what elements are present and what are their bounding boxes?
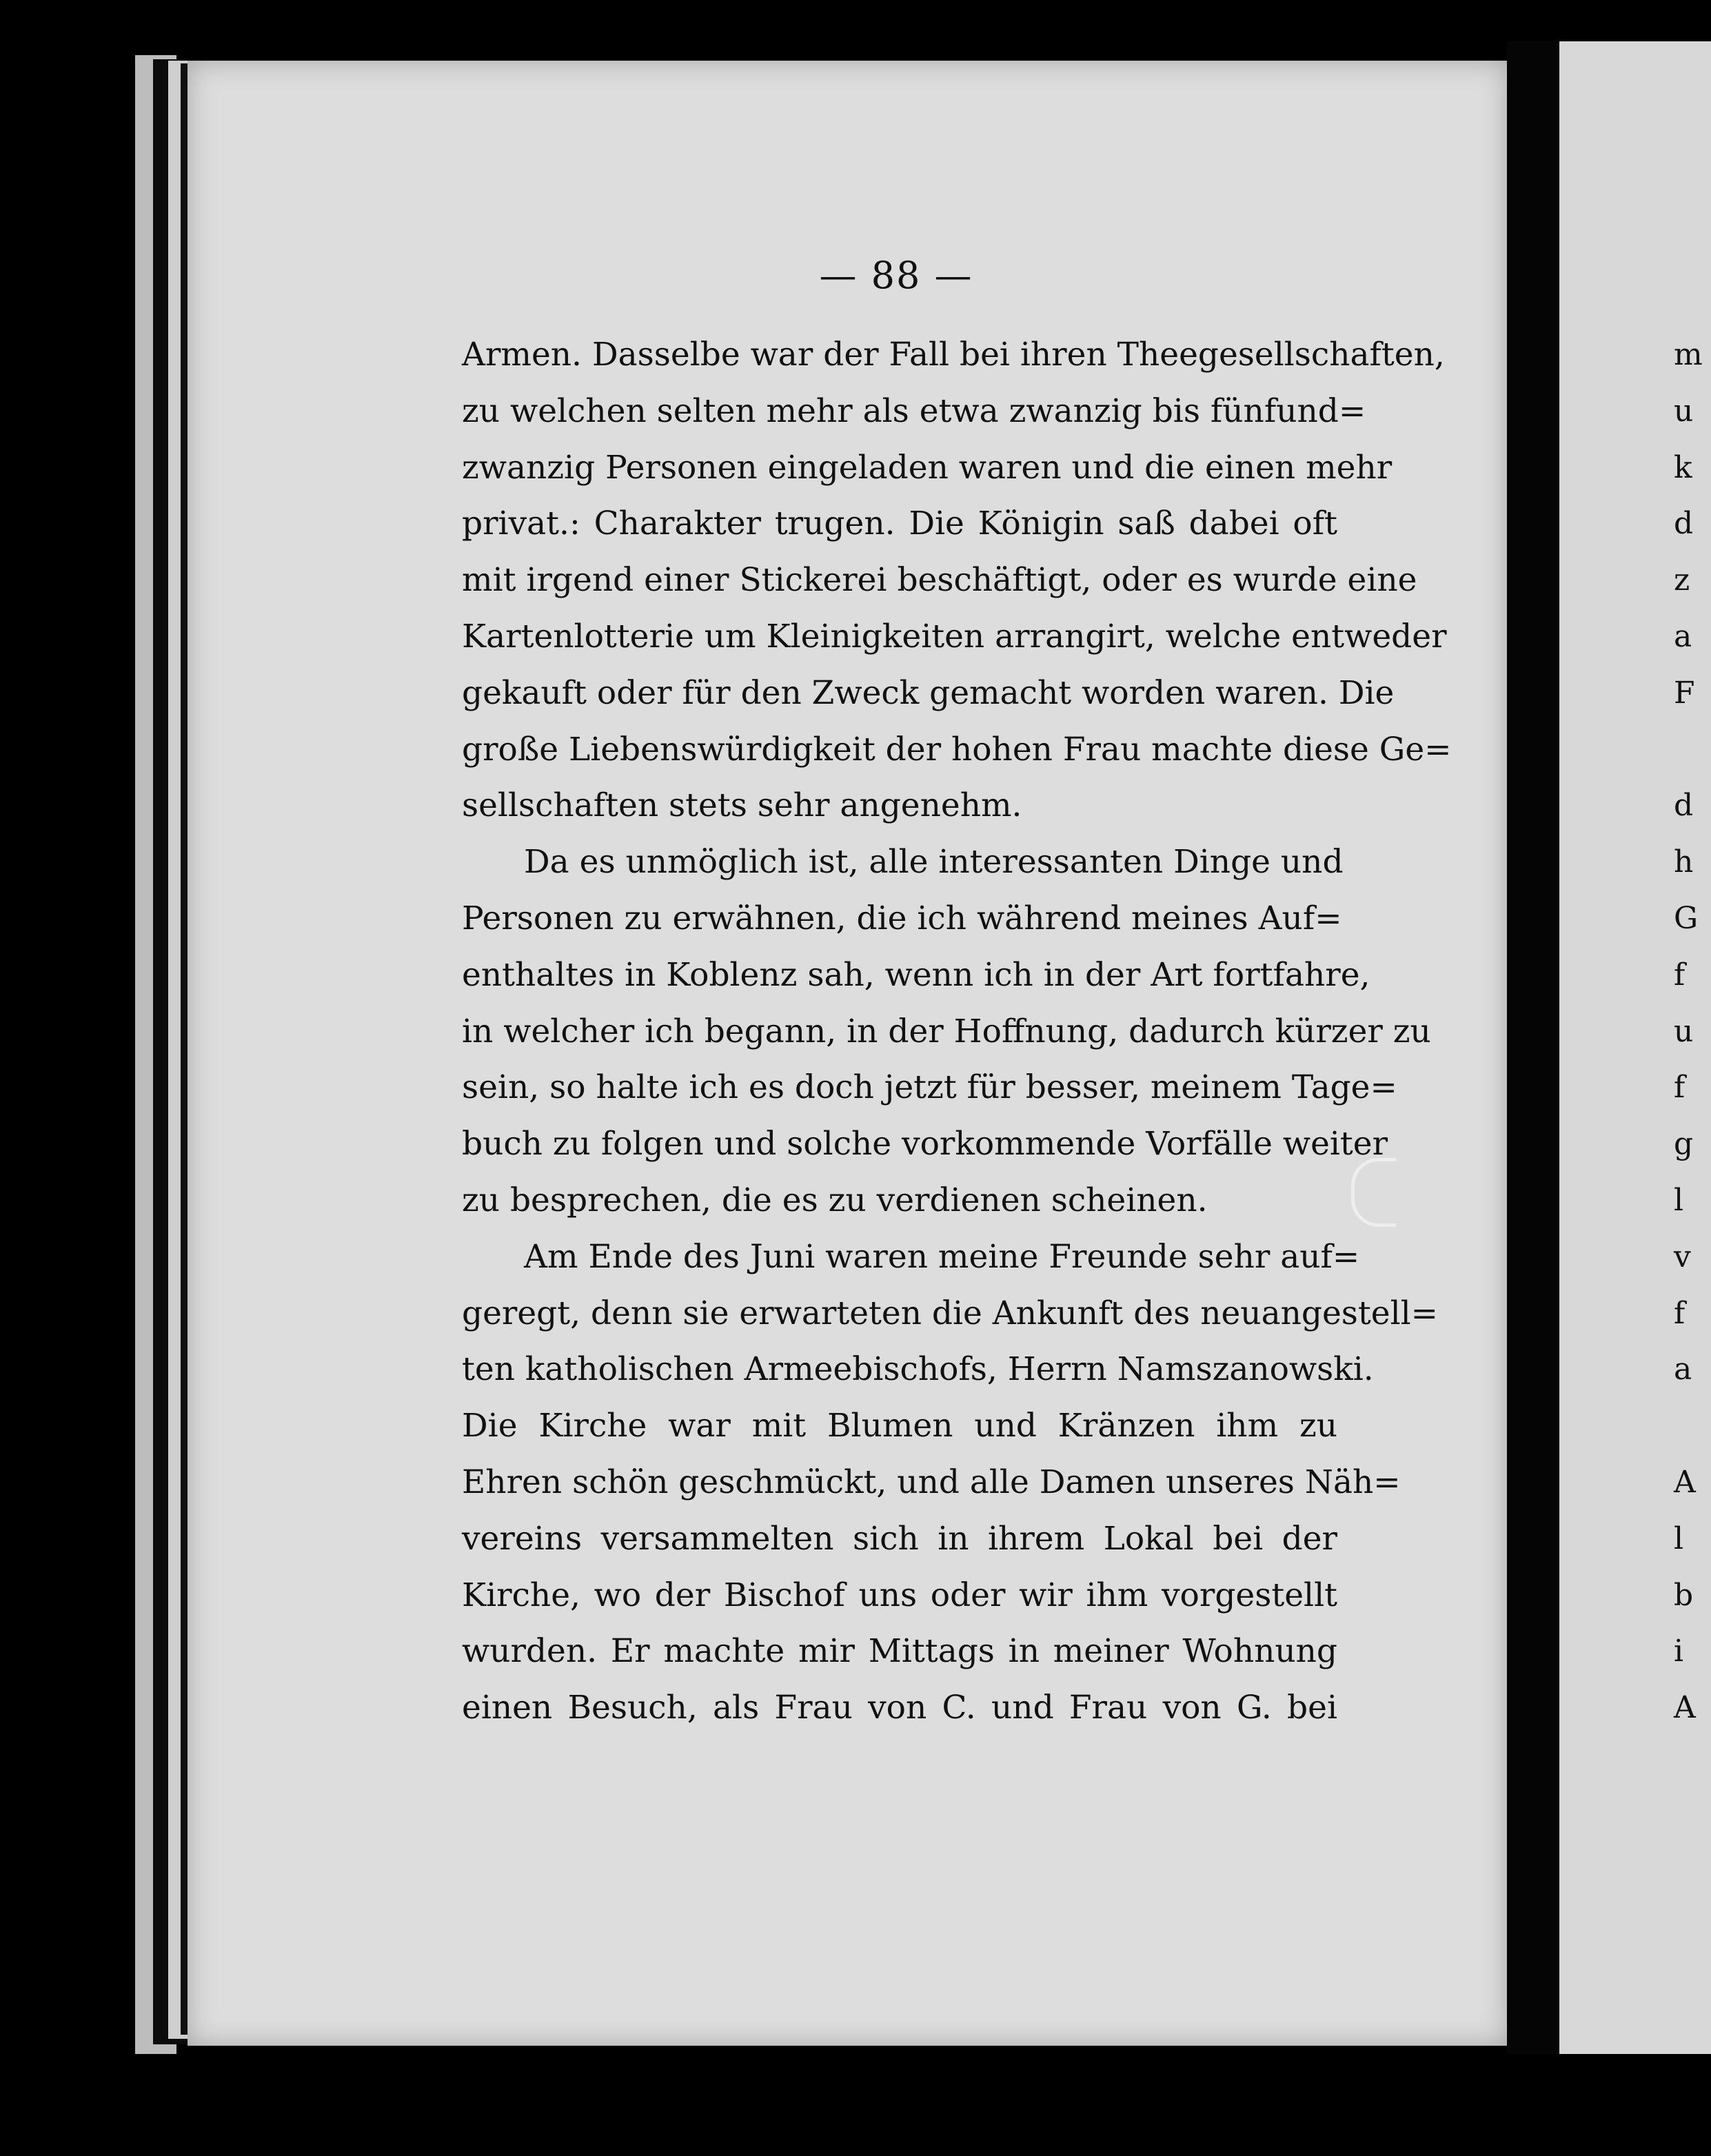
next-page-fragment: h (1674, 844, 1694, 880)
text-line: Kartenlotterie um Kleinigkeiten arrangirt, welche entweder (462, 617, 1447, 655)
next-page-fragment: l (1674, 1182, 1684, 1218)
next-page-fragment (1674, 722, 1703, 778)
next-page-fragment (1674, 1398, 1703, 1454)
next-page-fragment: k (1674, 449, 1692, 485)
next-page-fragment: v (1674, 1239, 1691, 1274)
next-page-fragment: f (1674, 1295, 1685, 1331)
text-line: große Liebenswürdigkeit der hohen Frau machte diese Ge= (462, 730, 1452, 769)
text-line: einen Besuch, als Frau von C. und Frau von G. bei (462, 1689, 1337, 1727)
next-page-fragment: b (1674, 1577, 1694, 1613)
text-line: buch zu folgen und solche vorkommende Vorfälle weiter (462, 1125, 1388, 1163)
book-gutter (1507, 41, 1559, 2054)
text-line: Ehren schön geschmückt, und alle Damen unseres Näh= (462, 1463, 1401, 1501)
pencil-mark (1351, 1158, 1396, 1227)
next-page-fragment: l (1674, 1521, 1684, 1556)
text-line: mit irgend einer Stickerei beschäftigt, oder es wurde eine (462, 561, 1417, 600)
next-page-fragment: m (1674, 337, 1703, 372)
next-page-text-fragments (1674, 327, 1703, 1736)
text-line: zwanzig Personen eingeladen waren und die einen mehr (462, 448, 1393, 487)
next-page-fragment: a (1674, 618, 1692, 654)
text-line: sein, so halte ich es doch jetzt für besser, meinem Tage= (462, 1068, 1397, 1107)
page-body-text (462, 327, 1452, 1736)
text-line: gekauft oder für den Zweck gemacht worden waren. Die (462, 673, 1395, 712)
text-line: zu welchen selten mehr als etwa zwanzig bis fünfund= (462, 391, 1366, 430)
text-line: vereins versammelten sich in ihrem Lokal bei der (462, 1519, 1337, 1558)
text-line: Armen. Dasselbe war der Fall bei ihren Theegesellschaften, (462, 336, 1445, 374)
next-page-fragment: g (1674, 1126, 1694, 1162)
next-page-fragment: f (1674, 957, 1685, 993)
text-line: Kirche, wo der Bischof uns oder wir ihm vorgestellt (462, 1576, 1337, 1614)
next-page-fragment: u (1674, 393, 1694, 429)
next-page-fragment: d (1674, 506, 1694, 542)
text-line: Die Kirche war mit Blumen und Kränzen ihm zu (462, 1407, 1337, 1445)
next-page-fragment: G (1674, 900, 1699, 936)
text-line: Personen zu erwähnen, die ich während meines Auf= (462, 899, 1342, 937)
text-line: zu besprechen, die es zu verdienen scheinen. (462, 1181, 1208, 1219)
text-line: in welcher ich begann, in der Hoffnung, dadurch kürzer zu (462, 1012, 1431, 1050)
next-page-fragment: f (1674, 1070, 1685, 1106)
text-line: Am Ende des Juni waren meine Freunde sehr auf= (524, 1237, 1360, 1276)
text-line: enthaltes in Koblenz sah, wenn ich in der Art fortfahre, (462, 955, 1370, 994)
text-line: sellschaften stets sehr angenehm. (462, 786, 1022, 825)
next-page-fragment: F (1674, 675, 1695, 711)
text-line: Da es unmöglich ist, alle interessanten Dinge und (524, 843, 1344, 882)
text-line: privat.: Charakter trugen. Die Königin saß dabei oft (462, 505, 1337, 543)
next-page-fragment: u (1674, 1013, 1694, 1049)
text-line: geregt, denn sie erwarteten die Ankunft des neuangestell= (462, 1294, 1439, 1332)
next-page-fragment: A (1674, 1464, 1696, 1500)
next-page-fragment: d (1674, 788, 1694, 824)
next-page-fragment: i (1674, 1634, 1684, 1669)
page-number: — 88 — (819, 254, 973, 297)
next-page-fragment: a (1674, 1352, 1692, 1387)
text-line: wurden. Er machte mir Mittags in meiner Wohnung (462, 1632, 1337, 1671)
next-page-fragment: A (1674, 1690, 1696, 1726)
next-page-fragment: z (1674, 562, 1690, 598)
text-line: ten katholischen Armeebischofs, Herrn Namszanowski. (462, 1350, 1374, 1389)
